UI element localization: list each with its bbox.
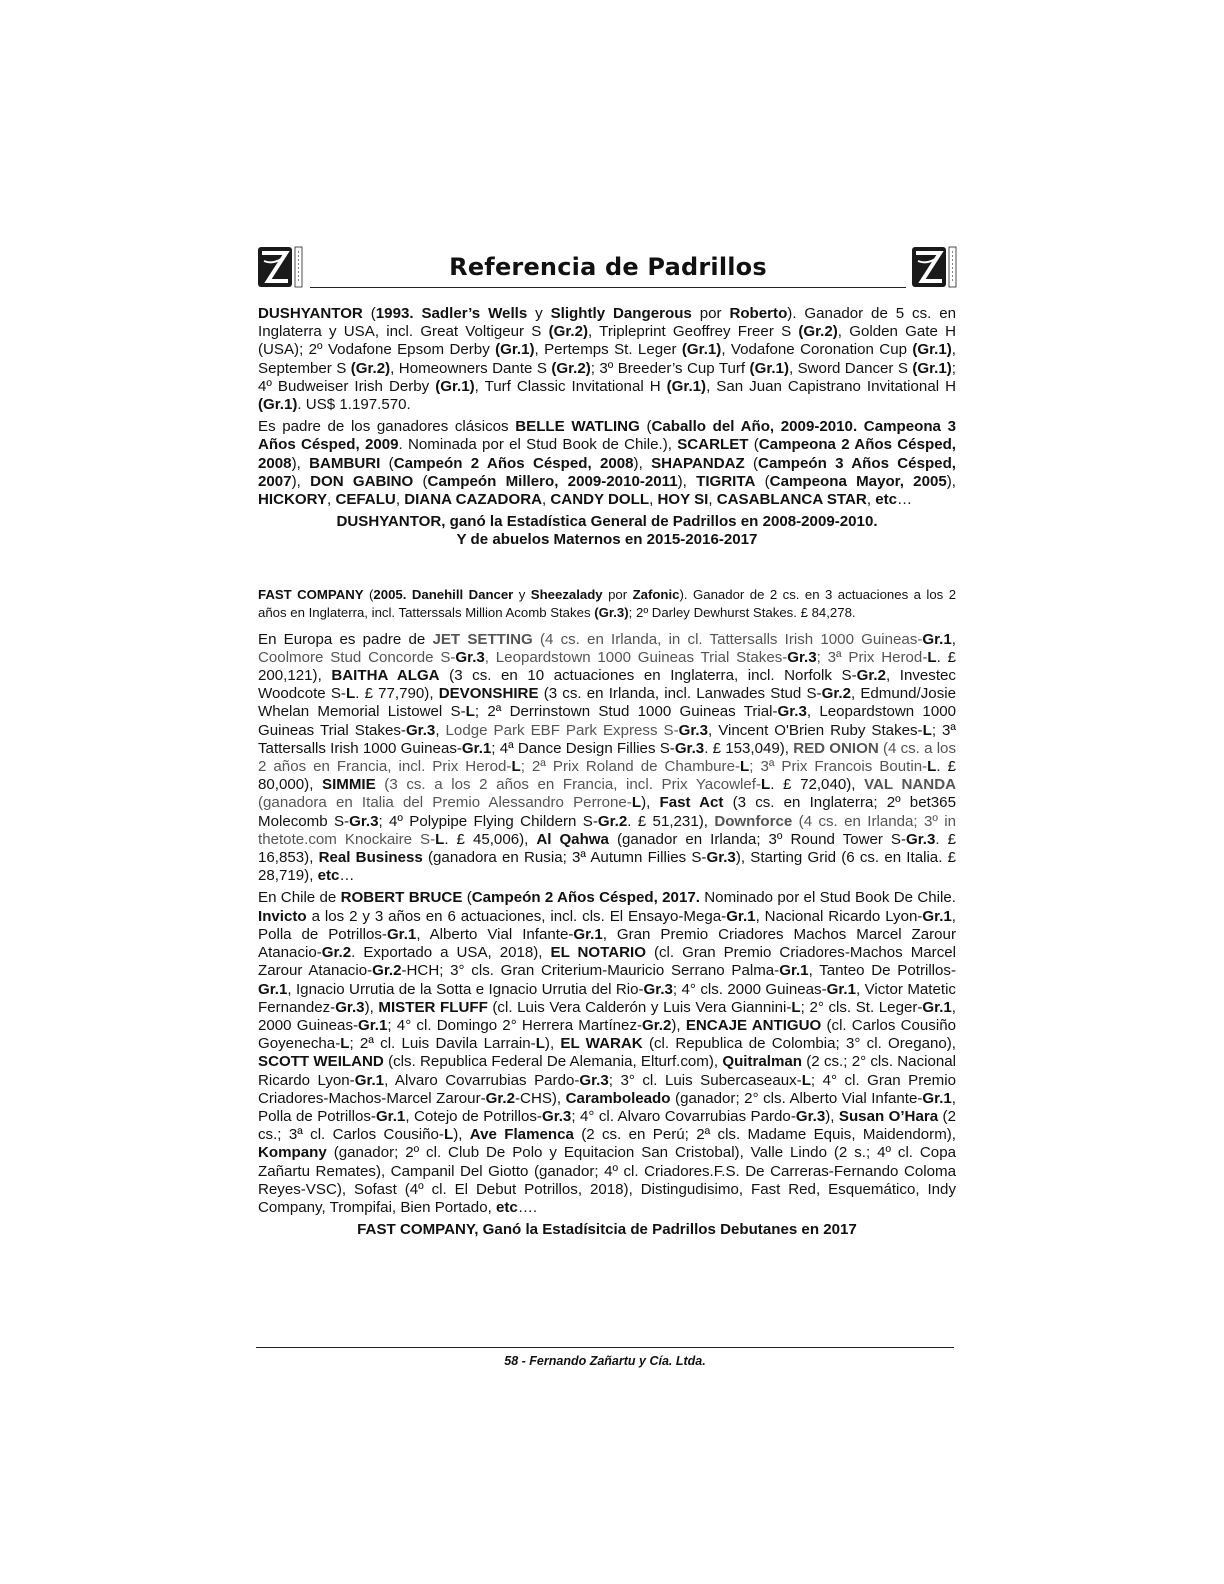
text-run: Gr.1: [258, 980, 288, 998]
text-run: , Polla de Potrillos-: [258, 907, 956, 943]
text-run: Gr.1: [375, 1107, 406, 1125]
text-run: L: [740, 758, 750, 776]
text-run: 1993. Sadler’s Wells: [375, 305, 528, 322]
text-run: Quitralman: [722, 1053, 803, 1071]
text-run: L: [631, 794, 642, 812]
text-run: HOY SI: [657, 491, 709, 509]
text-run: (Gr.1): [912, 341, 952, 359]
text-run: Caramboleado: [565, 1089, 671, 1107]
text-run: SHAPANDAZ: [651, 454, 745, 472]
text-run: ROBERT BRUCE: [340, 889, 463, 907]
text-run: (: [362, 305, 376, 322]
text-run: , Gran Premio Criadores Machos Marcel Zarour Atanacio-: [258, 925, 956, 962]
text-run: . £ 72,040),: [770, 776, 865, 794]
text-run: ; 2ª cl. Luis Davila Larrain-: [349, 1035, 536, 1053]
text-run: Gr.2: [642, 1016, 672, 1034]
text-run: …: [339, 867, 355, 885]
text-run: ,: [327, 491, 336, 509]
text-run: Gr.2: [821, 685, 851, 703]
text-run: Gr.1: [386, 925, 417, 943]
text-run: CANDY DOLL: [550, 491, 650, 509]
text-run: (ganadora en Rusia; 3ª Autumn Fillies S-: [422, 849, 707, 867]
text-run: , Edmund/Josie Whelan Memorial Listowel S-: [258, 685, 956, 721]
text-run: , Sword Dancer S: [788, 359, 913, 377]
text-run: BELLE WATLING: [515, 418, 640, 436]
text-run: . £ 16,853),: [258, 830, 956, 867]
text-run: Slightly Dangerous: [550, 305, 692, 322]
text-run: por: [691, 305, 730, 322]
text-run: BAITHA ALGA: [331, 667, 440, 685]
text-run: (: [744, 454, 759, 472]
text-run: . £ 153,049),: [704, 739, 794, 757]
text-run: Gr.3: [787, 648, 817, 666]
text-run: Es padre de los ganadores clásicos: [258, 418, 516, 436]
text-run: (: [755, 472, 770, 490]
text-run: (2 cs.; 3ª cl. Carlos Cousiño-: [258, 1107, 956, 1144]
text-run: EL NOTARIO: [550, 944, 646, 962]
text-run: . £ 51,231),: [627, 812, 715, 830]
text-run: Campeón 3 Años Césped, 2007: [258, 454, 956, 490]
text-run: (Gr.1): [435, 377, 475, 395]
text-run: RED ONION: [793, 739, 879, 757]
text-run: Gr.3: [777, 703, 807, 721]
text-run: , Polla de Potrillos-: [258, 1089, 956, 1125]
text-run: , Leopardstown 1000 Guineas Trial Stakes-: [258, 703, 956, 739]
text-run: Roberto: [729, 305, 788, 322]
text-run: etc: [875, 491, 898, 509]
text-run: Nominado por el Stud Book De Chile.: [699, 889, 956, 907]
text-run: -CHS),: [515, 1089, 566, 1107]
text-run: (ganador; 2º cl. Club De Polo y Equitacion San Cristobal), Valle Lindo (2 s.; 4º cl. Copa Zañartu Remates), Campanil Del Giotto (ganador; 4º cl. Criadores.F.S. De Carreras-Fernando Coloma Reyes-VSC), Sofast (4º cl. El Debut Potrillos, 2018), Distingudisimo, Fast Red, Esquemático, Indy Company, Trompifai, Bien Portado,: [258, 1144, 956, 1216]
text-run: (Gr.2): [798, 323, 838, 341]
text-run: (Gr.2): [548, 323, 588, 341]
dushyantor-statistics-line: Y de abuelos Maternos en 2015-2016-2017: [456, 531, 758, 549]
text-run: y: [527, 305, 551, 322]
text-run: Gr.3: [541, 1107, 572, 1125]
text-run: L: [761, 776, 771, 794]
text-run: , Investec Woodcote S-: [258, 667, 956, 703]
text-run: ; 3ª Prix Francois Boutin-: [749, 758, 928, 776]
text-run: 2005. Danehill Dancer: [373, 586, 514, 602]
text-run: . Exportado a USA, 2018),: [351, 944, 551, 962]
text-run: . £ 80,000),: [258, 758, 956, 794]
text-run: …: [897, 491, 913, 509]
text-run: SCOTT WEILAND: [258, 1053, 384, 1071]
text-run: Gr.3: [706, 849, 736, 867]
text-run: ; 4º Polypipe Flying Childern S-: [378, 812, 598, 830]
text-run: Gr.3: [678, 721, 708, 739]
text-run: ; 3º Breeder’s Cup Turf: [590, 359, 750, 377]
zanartu-logo-icon: [258, 243, 304, 291]
text-run: (2 cs. en Perú; 2ª cls. Madame Equis, Maidendorm),: [573, 1126, 956, 1144]
text-run: , Vodafone Coronation Cup: [721, 341, 913, 359]
text-run: Coolmore Stud Concorde S-: [258, 648, 456, 666]
text-run: Gr.1: [826, 980, 857, 998]
text-run: ,: [435, 721, 446, 739]
text-run: Al Qahwa: [536, 830, 609, 848]
text-run: Gr.3: [455, 648, 485, 666]
text-run: (ganadora en Italia del Premio Alessandro Perrone-: [258, 794, 632, 812]
text-run: L: [791, 998, 801, 1016]
text-run: etc: [317, 867, 340, 885]
text-run: L: [927, 648, 937, 666]
text-run: Gr.1: [922, 1089, 952, 1107]
text-run: L: [340, 1035, 350, 1053]
text-run: Fast Act: [659, 794, 724, 812]
text-run: , Nacional Ricardo Lyon-: [755, 907, 923, 925]
text-run: ,: [649, 491, 658, 509]
text-run: L: [443, 1126, 454, 1144]
text-run: (: [380, 454, 394, 472]
text-run: Gr.3: [643, 980, 673, 998]
text-run: , Alberto Vial Infante-: [416, 925, 574, 943]
text-run: ,: [395, 491, 405, 509]
text-run: TIGRITA: [696, 472, 756, 490]
text-run: ),: [453, 1126, 470, 1144]
fast-company-statistics-line: FAST COMPANY, Ganó la Estadísitcia de Padrillos Debutanes en 2017: [357, 1221, 857, 1239]
text-run: (4 cs. en Irlanda; 3º in thetote.com Knockaire S-: [258, 812, 956, 848]
zanartu-logo-icon: [912, 243, 958, 291]
text-run: Gr.2: [372, 962, 402, 980]
text-run: L: [511, 758, 521, 776]
text-run: BAMBURI: [309, 454, 381, 472]
text-run: ),: [364, 998, 379, 1016]
text-run: (Gr.1): [681, 341, 722, 359]
text-run: Campeón Millero, 2009-2010-2011: [427, 472, 678, 490]
dushyantor-progeny-paragraph: [258, 418, 956, 509]
text-run: . £ 77,790),: [355, 685, 439, 703]
text-run: Gr.2: [321, 944, 352, 962]
text-run: DON GABINO: [310, 472, 414, 490]
text-run: (Gr.1): [912, 359, 952, 377]
text-run: Campeona 2 Años Césped, 2008: [258, 436, 956, 472]
text-run: Gr.2: [856, 667, 886, 685]
text-run: Gr.3: [795, 1107, 826, 1125]
text-run: , Ignacio Urrutia de la Sotta e Ignacio Urrutia del Rio-: [287, 980, 644, 998]
text-run: Gr.1: [922, 907, 952, 925]
text-run: MISTER FLUFF: [378, 998, 488, 1016]
text-run: (3 cs. a los 2 años en Francia, incl. Prix Yacowlef-: [375, 776, 762, 794]
text-run: SCARLET: [677, 436, 749, 454]
text-run: (4 cs. a los 2 años en Francia, incl. Prix Herod-: [258, 739, 956, 776]
footer-text: 58 - Fernando Zañartu y Cía. Ltda.: [504, 1354, 706, 1368]
text-run: (Gr.1): [749, 359, 789, 377]
text-run: DUSHYANTOR: [258, 305, 363, 322]
text-run: L: [535, 1035, 545, 1053]
text-run: Gr.1: [779, 962, 809, 980]
text-run: L: [465, 703, 475, 721]
text-run: (ganador; 2° cls. Alberto Vial Infante-: [670, 1089, 923, 1107]
text-run: y: [513, 586, 531, 602]
text-run: ,: [951, 630, 956, 648]
text-run: Gr.1: [922, 998, 952, 1016]
text-run: Caballo del Año, 2009-2010. Campeona 3 Años Césped, 2009: [258, 418, 956, 454]
text-run: Gr.3: [349, 812, 379, 830]
text-run: (cl. Gran Premio Criadores-Machos Marcel Zarour Atanacio-: [258, 944, 956, 980]
text-run: (Gr.1): [258, 396, 298, 414]
text-run: ). Ganador de 5 cs. en Inglaterra y USA, incl. Great Voltigeur S: [258, 305, 956, 341]
text-run: Gr.3: [335, 998, 365, 1016]
page-header: [258, 243, 958, 293]
text-run: ; 4º Budweiser Irish Derby: [258, 359, 956, 395]
text-run: , Tripleprint Geoffrey Freer S: [588, 323, 799, 341]
text-run: ),: [633, 454, 652, 472]
text-run: L: [801, 1071, 811, 1089]
text-run: CASABLANCA STAR: [716, 491, 867, 509]
text-run: , Tanteo De Potrillos-: [808, 962, 956, 980]
text-run: (ganador en Irlanda; 3º Round Tower S-: [608, 830, 907, 848]
text-run: ,: [708, 491, 717, 509]
text-run: (: [413, 472, 428, 490]
text-run: (4 cs. en Irlanda, in cl. Tattersalls Irish 1000 Guineas-: [532, 630, 923, 648]
text-run: ; 3ª Tattersalls Irish 1000 Guineas-: [258, 721, 957, 757]
text-run: L: [922, 721, 932, 739]
text-run: CEFALU: [335, 491, 396, 509]
text-run: FAST COMPANY: [258, 586, 364, 602]
text-run: ; 2ª Prix Roland de Chambure-: [520, 758, 741, 776]
text-run: Campeón 2 Años Césped, 2017.: [471, 889, 700, 907]
document-body: [258, 305, 956, 1239]
text-run: , Golden Gate H (USA); 2º Vodafone Epsom Derby: [258, 323, 956, 359]
text-run: ),: [544, 1035, 561, 1053]
text-run: ENCAJE ANTIGUO: [685, 1016, 822, 1034]
text-run: (cls. Republica Federal De Alemania, Elturf.com),: [383, 1053, 723, 1071]
text-run: . £ 200,121),: [258, 648, 956, 685]
text-run: , September S: [258, 341, 956, 377]
text-run: por: [602, 586, 633, 602]
text-run: (cl. Republica de Colombia; 3° cl. Oregano),: [642, 1035, 956, 1053]
text-run: (: [462, 889, 472, 907]
text-run: (3 cs. en Inglaterra; 2º bet365 Molecomb S-: [258, 794, 956, 830]
text-run: , Cotejo de Potrillos-: [405, 1107, 542, 1125]
text-run: ),: [641, 794, 660, 812]
text-run: , Homeowners Dante S: [390, 359, 552, 377]
text-run: En Europa es padre de: [258, 630, 433, 648]
text-run: ),: [946, 472, 956, 490]
text-run: (Gr.1): [495, 341, 535, 359]
text-run: (3 cs. en 10 actuaciones en Inglaterra, incl. Norfolk S-: [439, 667, 857, 685]
text-run: (Gr.3): [594, 604, 629, 620]
text-run: ),: [825, 1107, 839, 1125]
page-title: Referencia de Padrillos: [449, 253, 767, 281]
text-run: . £ 45,006),: [444, 830, 537, 848]
text-run: , Turf Classic Invitational H: [474, 377, 667, 395]
text-run: Campeón 2 Años Césped, 2008: [393, 454, 634, 472]
text-run: ,: [866, 491, 876, 509]
text-run: ; 2ª Derrinstown Stud 1000 Guineas Trial-: [474, 703, 778, 721]
text-run: , Pertemps St. Leger: [534, 341, 682, 359]
text-run: Zafonic: [632, 586, 680, 602]
text-run: (: [363, 586, 374, 602]
text-run: ),: [291, 472, 311, 490]
text-run: . US$ 1.197.570.: [297, 396, 411, 414]
text-run: , Vincent O'Brien Ruby Stakes-: [708, 721, 923, 739]
text-run: Campeona Mayor, 2005: [769, 472, 947, 490]
text-run: -HCH; 3° cls. Gran Criterium-Mauricio Serrano Palma-: [401, 962, 780, 980]
text-run: (Gr.2): [551, 359, 591, 377]
text-run: , Leopardstown 1000 Guineas Trial Stakes-: [484, 648, 788, 666]
text-run: Gr.1: [922, 630, 952, 648]
text-run: ),: [677, 472, 697, 490]
text-run: (: [748, 436, 759, 454]
text-run: SIMMIE: [322, 776, 376, 794]
text-run: L: [927, 758, 937, 776]
fast-company-bio-paragraph: [258, 586, 956, 622]
text-run: ….: [517, 1198, 538, 1216]
text-run: a los 2 y 3 años en 6 actuaciones, incl. cls. El Ensayo-Mega-: [306, 907, 727, 925]
text-run: Gr.1: [726, 907, 756, 925]
text-run: DIANA CAZADORA: [404, 491, 542, 509]
text-run: Invicto: [258, 907, 307, 925]
text-run: EL WARAK: [560, 1035, 643, 1053]
text-run: . Nominada por el Stud Book de Chile.),: [398, 436, 678, 454]
text-run: ),: [671, 1016, 686, 1034]
text-run: etc: [495, 1198, 518, 1216]
text-run: Gr.1: [461, 739, 492, 757]
text-run: HICKORY: [258, 491, 328, 509]
text-run: ),: [291, 454, 310, 472]
text-run: Ave Flamenca: [469, 1126, 574, 1144]
text-run: Susan O’Hara: [838, 1107, 939, 1125]
text-run: , San Juan Capistrano Invitational H: [706, 377, 956, 395]
text-run: (Gr.1): [666, 377, 707, 395]
dushyantor-statistics-line: DUSHYANTOR, ganó la Estadística General de Padrillos en 2008-2009-2010.: [336, 513, 878, 531]
fast-company-chile-paragraph: [258, 889, 956, 1217]
text-run: Downforce: [714, 812, 793, 830]
text-run: Gr.2: [597, 812, 628, 830]
text-run: ; 4° cl. Gran Premio Criadores-Machos-Marcel Zarour-: [258, 1071, 956, 1107]
title-rule: [310, 243, 906, 288]
text-run: , Alvaro Covarrubias Pardo-: [384, 1071, 580, 1089]
text-run: , Victor Matetic Fernandez-: [258, 980, 956, 1016]
text-run: Gr.3: [405, 721, 436, 739]
text-run: ; 3ª Prix Herod-: [816, 648, 928, 666]
text-run: ; 4° cls. 2000 Guineas-: [672, 980, 827, 998]
text-run: Sheezalady: [530, 586, 603, 602]
text-run: DEVONSHIRE: [438, 685, 539, 703]
text-run: ; 3° cl. Luis Subercaseaux-: [608, 1071, 802, 1089]
text-run: Gr.3: [674, 739, 705, 757]
fast-company-europe-paragraph: [258, 631, 956, 886]
dushyantor-bio-paragraph: [258, 305, 956, 414]
text-run: ,: [542, 491, 551, 509]
text-run: Kompany: [258, 1144, 327, 1162]
page-footer: [256, 1347, 954, 1368]
text-run: Real Business: [318, 849, 423, 867]
text-run: Gr.3: [906, 830, 936, 848]
text-run: (2 cs.; 2° cls. Nacional Ricardo Lyon-: [258, 1053, 957, 1089]
text-run: ; 4ª Dance Design Fillies S-: [491, 739, 675, 757]
text-run: (: [639, 418, 652, 436]
text-run: Lodge Park EBF Park Express S-: [445, 721, 679, 739]
text-run: (Gr.2): [350, 359, 391, 377]
text-run: ). Ganador de 2 cs. en 3 actuaciones a los 2 años en Inglaterra, incl. Tatterssals Million Acomb Stakes: [258, 586, 957, 620]
text-run: ), Starting Grid (6 cs. en Italia. £ 28,719),: [258, 849, 956, 885]
text-run: Gr.2: [485, 1089, 516, 1107]
text-run: L: [345, 685, 356, 703]
text-run: Gr.1: [573, 925, 603, 943]
text-run: Gr.1: [358, 1016, 388, 1034]
text-run: ; 2° cls. St. Leger-: [800, 998, 923, 1016]
text-run: , 2000 Guineas-: [258, 998, 956, 1034]
text-run: (cl. Carlos Cousiño Goyenecha-: [258, 1016, 956, 1053]
text-run: Gr.3: [579, 1071, 609, 1089]
text-run: (cl. Luis Vera Calderón y Luis Vera Giannini-: [487, 998, 792, 1016]
text-run: En Chile de: [258, 889, 341, 907]
text-run: ; 4° cl. Alvaro Covarrubias Pardo-: [571, 1107, 796, 1125]
text-run: L: [435, 830, 445, 848]
text-run: Gr.1: [354, 1071, 385, 1089]
text-run: (3 cs. en Irlanda, incl. Lanwades Stud S-: [538, 685, 822, 703]
text-run: JET SETTING: [432, 630, 533, 648]
text-run: ; 2º Darley Dewhurst Stakes. £ 84,278.: [628, 604, 856, 620]
text-run: ; 4° cl. Domingo 2° Herrera Martínez-: [387, 1016, 643, 1034]
text-run: VAL NANDA: [864, 776, 956, 794]
